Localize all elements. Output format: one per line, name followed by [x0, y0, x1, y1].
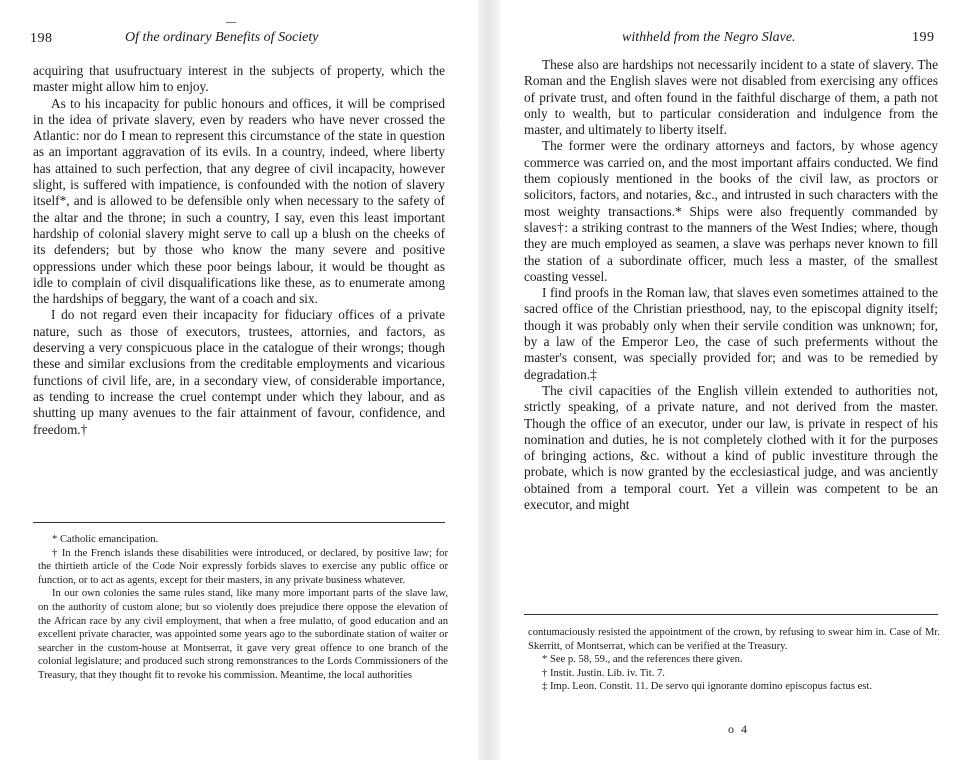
right-running-head: [500, 30, 960, 50]
footnote-rule: [524, 614, 938, 615]
printer-signature: o 4: [728, 722, 749, 736]
footnote-rule: [33, 522, 445, 523]
left-footnotes: [38, 533, 448, 683]
right-body-text: [524, 57, 938, 513]
paragraph: I find proofs in the Roman law, that slaves even sometimes attained to the sacred office of the Christian priesthood, nay, to the episcopal dignity itself; though it was probably only when their servile condition was unknown; for, by a law of the Emperor Leo, the case of such preferments without the master's consent, was specially provided for; and was to be remedied by degradation.‡: [524, 285, 938, 382]
left-body-text: [33, 63, 445, 438]
paragraph: The former were the ordinary attorneys and factors, by whose agency commerce was carried on, and the most important affairs conducted. We find them copiously mentioned in the books of the civil law, as proctors or solicitors, factors, and notaries, &c., and intrusted in such characters with the most weighty transactions.* Ships were also frequently commanded by slaves†: a striking contrast to the manners of the West Indies; where, though they are much employed as seamen, a slave was perhaps never known to fill the station of a subordinate officer, much less a master, of the smallest coasting vessel.: [524, 138, 938, 284]
footnote: contumaciously resisted the appointment of the crown, by refusing to swear him in. Case of Mr. Skerritt, of Montserrat, which can be verified at the Treasury.: [528, 627, 940, 652]
right-page-number: 199: [912, 30, 935, 45]
paragraph: acquiring that usufructuary interest in the subjects of property, which the master might allow him to enjoy.: [33, 63, 445, 95]
left-page-number: 198: [30, 31, 53, 46]
right-running-title: withheld from the Negro Slave.: [622, 30, 796, 45]
left-page: [0, 0, 478, 760]
footnote: ‡ Imp. Leon. Constit. 11. De servo qui ignorante domino episcopus factus est.: [542, 681, 873, 693]
ink-mark: [226, 22, 236, 23]
paragraph: As to his incapacity for public honours and offices, it will be comprised in the idea of private slavery, even by readers who have never crossed the Atlantic: nor do I mean to represent this circumstance of the state in question as an important aggravation of its evils. In a country, indeed, where liberty has attained to such perfection, that any degree of civil incapacity, however slight, is suffered with impatience, is confounded with the notion of slavery itself*, and is allowed to be defensible only when necessary to the safety of the altar and the throne; in such a country, I say, even this least important hardship of colonial slavery might serve to call up a blush on the cheeks of its defenders; but by those who know the many severe and positive oppressions under which these poor beings labour, it would be thought as idle to complain of civil disqualifications like these, as to enumerate among the hardships of beggary, the want of a coach and six.: [33, 95, 445, 307]
footnote: † Instit. Justin. Lib. iv. Tit. 7.: [542, 667, 665, 679]
paragraph: These also are hardships not necessarily incident to a state of slavery. The Roman and the English slaves were not disabled from exercising any offices of private trust, and often found in the faithful discharge of them, a path not only to wealth, but to particular consideration and indulgence from the master, and ultimately to liberty itself.: [524, 57, 938, 138]
left-running-head: [30, 30, 450, 50]
footnote: * See p. 58, 59., and the references there given.: [542, 654, 743, 666]
footnote: In our own colonies the same rules stand, like many more important parts of the slave law, on the authority of custom alone; but so violently does prejudice there oppose the elevation of the African race by any civil employment, that when a free mulatto, of good education and an excellent private character, was appointed some years ago to the subordinate station of waiter or searcher in the custom-house at Montserrat, it gave very great offence to one branch of the colonial legislature; and produced such strong remonstrances to the Lords Commissioners of the Treasury, that they thought fit to revoke his commission. Meantime, the local authorities: [38, 588, 448, 681]
paragraph: The civil capacities of the English villein extended to authorities not, strictly speaking, of a private nature, and not derived from the master. Though the office of an executor, under our law, is private in respect of his nomination and duties, he is not completely clothed with it for the purposes of bringing actions, &c. without a kind of public investiture through the probate, which is now granted by the ecclesiastical judge, and was anciently obtained from a temporal court. Yet a villein was competent to be an executor, and might: [524, 382, 938, 513]
paragraph: I do not regard even their incapacity for fiduciary offices of a private nature, such as those of executors, trustees, attornies, and factors, as deserving a very conspicuous place in the catalogue of their wrongs; though these and similar exclusions from the creditable employments and vicarious functions of civil life, are, in a secondary view, of considerable importance, as tending to increase the cruel contempt under which they labour, and as shutting up many avenues to the fair attainment of favour, confidence, and freedom.†: [33, 307, 445, 437]
footnote: * Catholic emancipation.: [52, 534, 159, 545]
book-gutter: [478, 0, 500, 760]
left-running-title: Of the ordinary Benefits of Society: [125, 30, 319, 45]
footnote: † In the French islands these disabilities were introduced, or declared, by positive law; for the thirtieth article of the Code Noir expressly forbids slaves to exercise any public office or function, or to act as agents, except for their masters, in any private business whatever.: [38, 547, 448, 586]
right-footnotes: [528, 626, 940, 694]
right-page: [500, 0, 980, 760]
